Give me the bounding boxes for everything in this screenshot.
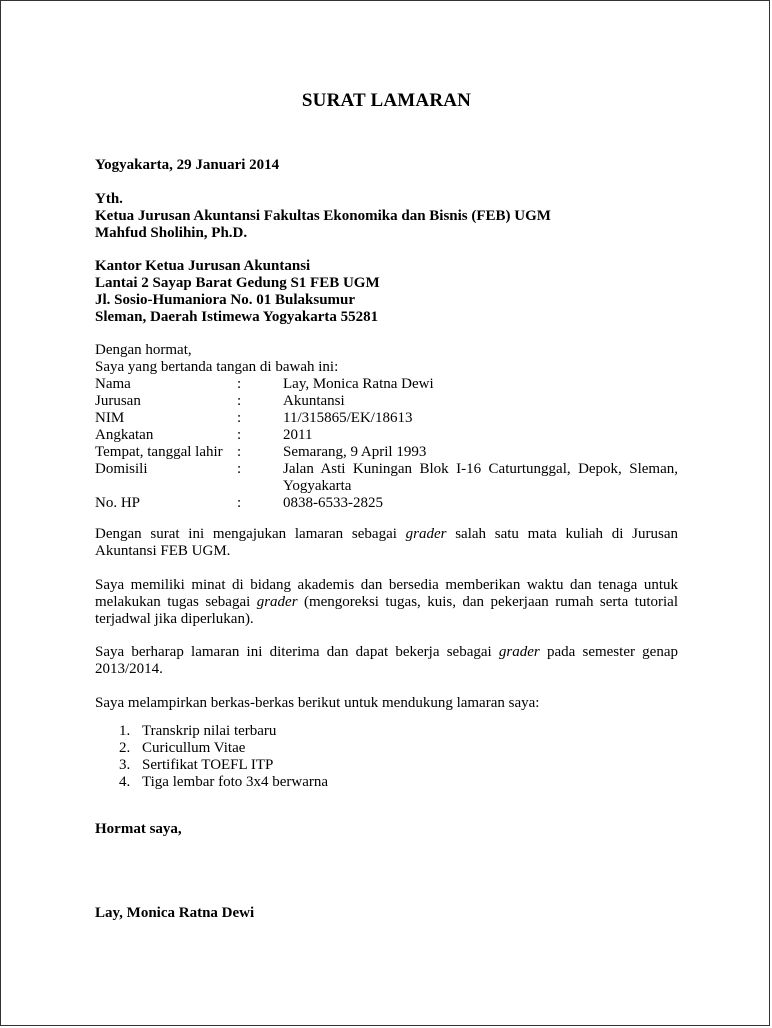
identity-value: Akuntansi [283,393,345,409]
identity-separator: : [237,427,242,443]
list-item [95,774,678,791]
text-run: melakukan tugas sebagai [95,594,257,610]
emphasis-grader: grader [405,526,447,542]
address-line-1: Kantor Ketua Jurusan Akuntansi [95,258,311,274]
identity-separator: : [237,444,242,460]
signature-name: Lay, Monica Ratna Dewi [95,905,255,921]
identity-separator: : [237,376,242,392]
list-item [95,757,678,774]
paragraph-line [95,594,678,611]
identity-row [95,393,678,410]
identity-separator: : [237,495,242,511]
identity-label: Angkatan [95,427,154,443]
closing: Hormat saya, [95,821,182,837]
text-run: salah satu mata kuliah di Jurusan [446,526,679,542]
text-run: pada semester genap [539,644,678,660]
identity-row [95,376,678,393]
address-block [95,258,678,326]
recipient-name: Mahfud Sholihin, Ph.D. [95,225,248,241]
text-run: Dengan surat ini mengajukan lamaran sebagai [95,526,406,542]
identity-label: NIM [95,410,125,426]
identity-label: Tempat, tanggal lahir [95,444,223,460]
identity-value: 2011 [283,427,313,443]
letter-date: Yogyakarta, 29 Januari 2014 [95,157,280,173]
identity-separator: : [237,393,242,409]
identity-section [95,342,678,512]
paragraph-interest [95,577,678,628]
domicile-line-2: Yogyakarta [283,478,352,494]
identity-value: Lay, Monica Ratna Dewi [283,376,434,392]
recipient-position: Ketua Jurusan Akuntansi Fakultas Ekonomika dan Bisnis (FEB) UGM [95,208,551,224]
greeting: Dengan hormat, [95,342,192,358]
identity-separator: : [237,410,242,426]
recipient-salutation: Yth. [95,191,123,207]
paragraph-line: terjadwal jika diperlukan). [95,611,254,627]
text-run: Saya berharap lamaran ini diterima dan dapat bekerja sebagai [95,644,499,660]
identity-row [95,410,678,427]
identity-table [95,376,678,512]
emphasis-grader: grader [498,644,540,660]
list-text: Transkrip nilai terbaru [142,723,277,739]
identity-label: Domisili [95,461,148,477]
identity-row [95,495,678,512]
list-text: Curicullum Vitae [142,740,246,756]
paragraph-line [95,526,678,543]
list-item [95,723,678,740]
identity-separator: : [237,461,242,477]
list-number: 1. [119,723,131,739]
identity-value: 11/315865/EK/18613 [283,410,413,426]
identity-label: Nama [95,376,131,392]
letter-title: SURAT LAMARAN [301,90,472,111]
address-line-3: Jl. Sosio-Humaniora No. 01 Bulaksumur [95,292,356,308]
list-text: Tiga lembar foto 3x4 berwarna [142,774,329,790]
identity-label: No. HP [95,495,141,511]
text-run: (mengoreksi tugas, kuis, dan pekerjaan rumah serta tutorial [297,594,678,610]
paragraph-line: 2013/2014. [95,661,163,677]
paragraph-application [95,526,678,560]
address-line-2: Lantai 2 Sayap Barat Gedung S1 FEB UGM [95,275,380,291]
identity-value: Semarang, 9 April 1993 [283,444,427,460]
identity-value: 0838-6533-2825 [283,495,383,511]
identity-label: Jurusan [95,393,141,409]
address-line-4: Sleman, Daerah Istimewa Yogyakarta 55281 [95,309,379,325]
identity-row [95,444,678,461]
domicile-line-1: Jalan Asti Kuningan Blok I-16 Caturtunggal, Depok, Sleman, [283,461,678,477]
list-number: 2. [119,740,131,756]
identity-intro: Saya yang bertanda tangan di bawah ini: [95,359,339,375]
emphasis-grader: grader [256,594,298,610]
identity-row [95,427,678,444]
list-text: Sertifikat TOEFL ITP [142,757,274,773]
identity-row [95,461,678,495]
list-item [95,740,678,757]
list-number: 3. [119,757,131,773]
recipient-block [95,191,678,242]
paragraph-line: Akuntansi FEB UGM. [95,543,231,559]
attachment-list [95,723,678,791]
paragraph-hope [95,644,678,678]
list-number: 4. [119,774,131,790]
paragraph-line: Saya memiliki minat di bidang akademis dan bersedia memberikan waktu dan tenaga untuk [95,577,678,593]
attachment-intro: Saya melampirkan berkas-berkas berikut untuk mendukung lamaran saya: [95,695,540,711]
paragraph-line [95,644,678,661]
identity-value [283,461,678,495]
